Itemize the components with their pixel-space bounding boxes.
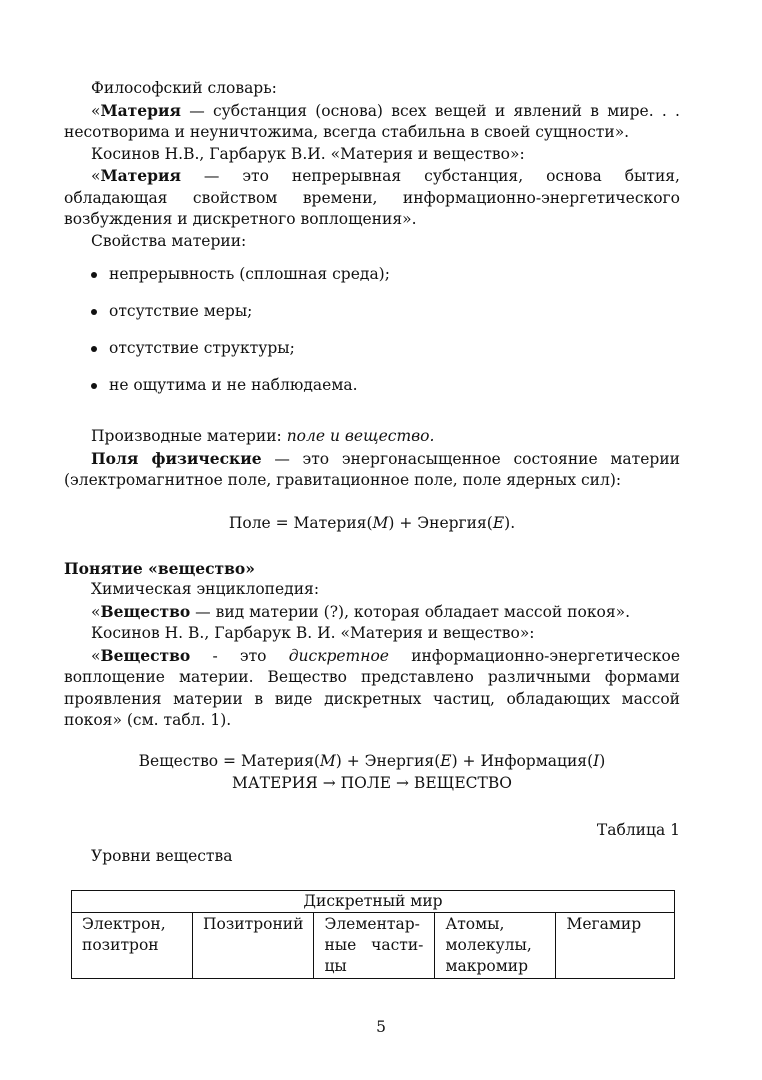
source-label-kosinov: Косинов Н.В., Гарбарук В.И. «Материя и вещество»: — [91, 144, 525, 163]
term-fields: Поля физические — [91, 448, 262, 468]
quote-matter-dictionary: «Материя — субстанция (основа) всех вещей и явлений в мире. . . несотворима и неуничтожима, всегда стабильна в своей сущности». — [64, 100, 680, 141]
term-substance: Вещество — [100, 645, 191, 665]
formula-field: Поле = Материя(M) + Энергия(E). — [228, 513, 516, 532]
table-cell: Атомы, молекулы, макромир — [435, 912, 556, 978]
table-row — [72, 912, 675, 978]
quote-substance-encyclopedia: «Вещество — вид материи (?), которая обладает массой покоя». — [91, 601, 631, 621]
properties-heading: Свойства материи: — [91, 231, 247, 250]
derivatives-line: Производные материи: поле и вещество. — [91, 427, 435, 445]
source-label-kosinov-2: Косинов Н. В., Гарбарук В. И. «Материя и вещество»: — [91, 624, 535, 642]
quote-matter-kosinov: «Материя — это непрерывная субстанция, основа бытия, обладающая свойством времени, информационно-энергетического возбуждения и дискретного воплощения». — [64, 166, 680, 228]
page-body — [64, 78, 680, 979]
table-cell: Элементар- ные части- цы — [314, 912, 435, 978]
table-title: Уровни вещества — [91, 847, 233, 865]
source-label-chem-encyclopedia: Химическая энциклопедия: — [91, 580, 320, 598]
list-item: отсутствие меры; — [64, 301, 680, 338]
source-label-philosophical-dictionary: Философский словарь: — [91, 79, 277, 97]
term-matter: Материя — [100, 166, 181, 185]
list-item: не ощутима и не наблюдаема. — [64, 375, 680, 412]
formula-substance: Вещество = Материя(M) + Энергия(E) + Информация(I) — [138, 751, 606, 770]
quote-substance-kosinov: «Вещество - это дискретное информационно-энергетическое воплощение материи. Вещество представлено различными формами проявления материи в виде дискретных частиц, обладающих массой покоя» (см. табл. 1). — [64, 645, 681, 729]
chain-formula: МАТЕРИЯ → ПОЛЕ → ВЕЩЕСТВО — [232, 773, 512, 792]
table-caption: Таблица 1 — [596, 820, 680, 839]
list-item: отсутствие структуры; — [64, 338, 680, 375]
page-number: 5 — [376, 1018, 386, 1036]
section-heading: Понятие «вещество» — [64, 558, 255, 578]
list-item: непрерывность (сплошная среда); — [64, 264, 680, 301]
properties-list — [64, 264, 680, 412]
table-header: Дискретный мир — [72, 890, 675, 912]
table-cell: Электрон, позитрон — [72, 912, 193, 978]
term-matter: Материя — [100, 100, 181, 120]
term-substance: Вещество — [100, 601, 191, 621]
table-cell: Мегамир — [556, 912, 675, 978]
levels-table — [71, 890, 675, 979]
fields-definition: Поля физические — это энергонасыщенное состояние материи (электромагнитное поле, гравитационное поле, поле ядерных сил): — [64, 448, 681, 489]
table-cell: Позитроний — [193, 912, 314, 978]
